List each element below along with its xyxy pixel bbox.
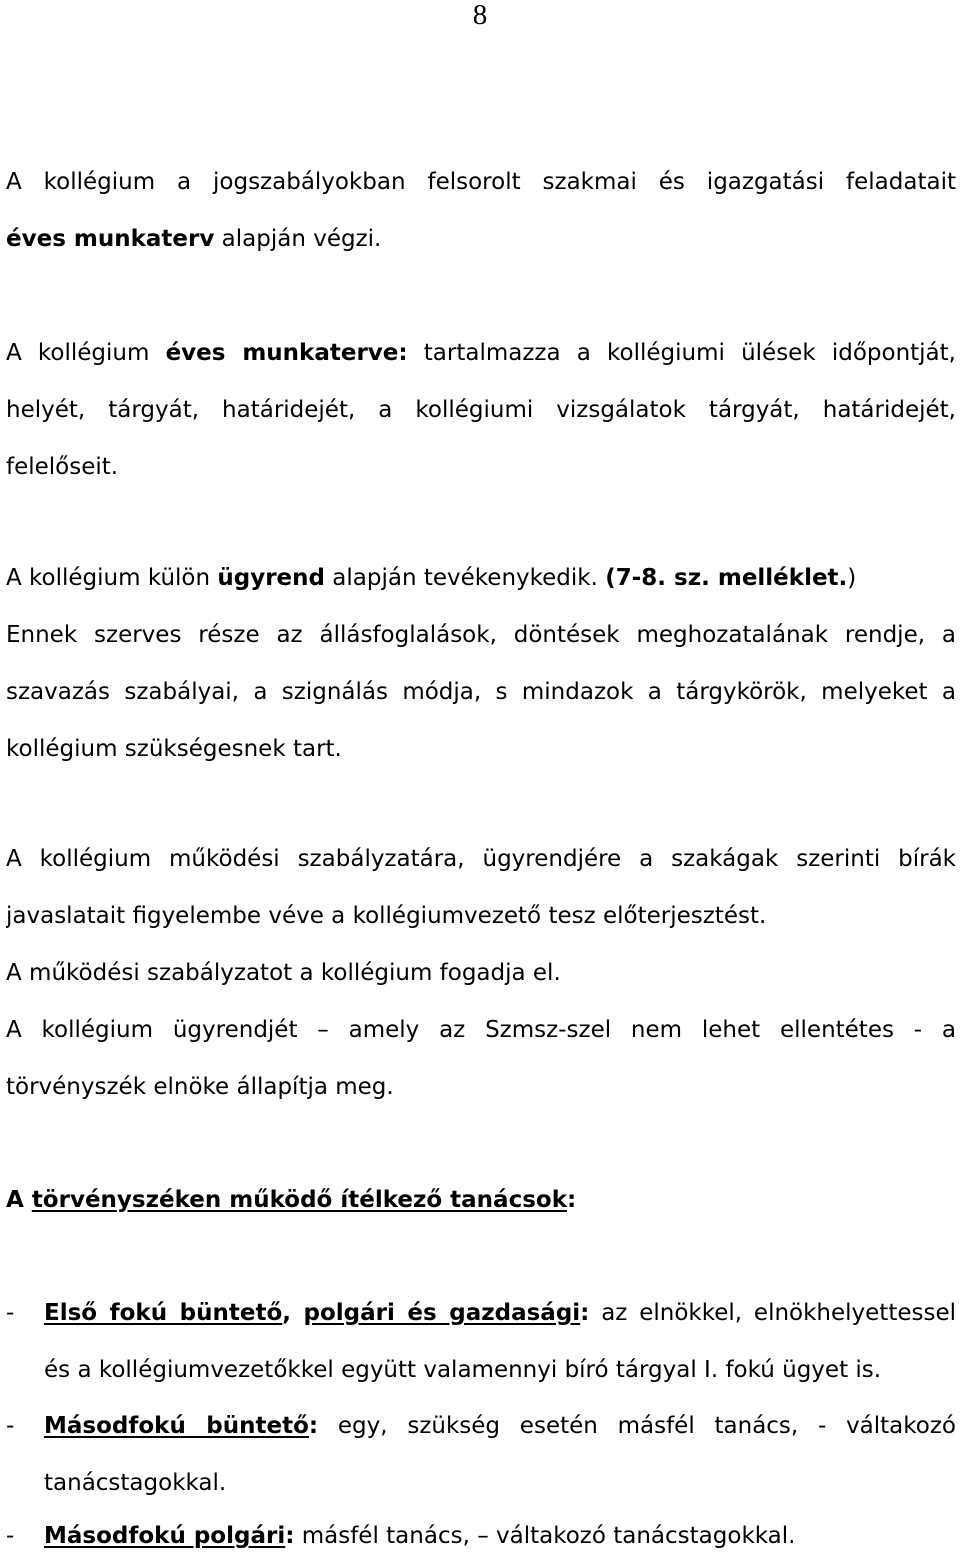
list-line [44,1508,956,1565]
paragraph-line [6,211,956,268]
list-item-body [44,1508,956,1565]
paragraph-text: tartalmazza a kollégiumi ülések időpontját, [407,340,956,366]
bold-term: , [282,1300,304,1326]
page-number: 8 [472,0,488,31]
bold-term: Másodfokú büntető [44,1413,309,1439]
bold-term: éves munkaterv [6,226,215,252]
list-text: egy, szükség esetén másfél tanács, - váltakozó [318,1413,956,1439]
paragraph-line: Ennek szerves része az állásfoglalások, döntések meghozatalának rendje, a [6,622,956,648]
paragraph-line: A működési szabályzatot a kollégium fogadja el. [6,960,561,986]
bold-term: : [580,1300,590,1326]
dash-bullet: - [6,1300,15,1326]
paragraph-plan-contents [6,325,956,496]
heading-text: A [6,1187,32,1213]
list-item-body [44,1285,956,1399]
heading-line [6,1172,956,1229]
paragraph-line: szavazás szabályai, a szignálás módja, s mindazok a tárgykörök, melyeket a [6,679,956,705]
dash-bullet: - [6,1413,15,1439]
bold-term: éves munkaterve: [165,340,408,366]
paragraph-text: alapján végzi. [214,226,382,252]
paragraph-line: A kollégium ügyrendjét – amely az Szmsz-szel nem lehet ellentétes - a [6,1017,956,1043]
list-line [44,1285,956,1342]
list-text: másfél tanács, – váltakozó tanácstagokkal. [294,1523,796,1549]
paragraph-line: helyét, tárgyát, határidejét, a kollégiumi vizsgálatok tárgyát, határidejét, [6,397,956,423]
paragraph-line: A kollégium működési szabályzatára, ügyrendjére a szakágak szerinti bírák [6,846,956,872]
paragraph-annual-plan [6,154,956,268]
paragraph-text: A kollégium [6,340,166,366]
paragraph-line: javaslatait figyelembe véve a kollégiumvezető tesz előterjesztést. [6,903,767,929]
paragraph-text: A kollégium külön [6,565,218,591]
bold-term: ügyrend [217,565,325,591]
paragraph-line [6,325,956,382]
dash-bullet: - [6,1523,15,1549]
heading-text-underlined: törvényszéken működő ítélkező tanácsok [31,1187,568,1213]
list-line: és a kollégiumvezetőkkel együtt valamennyi bíró tárgyal I. fokú ügyet is. [44,1357,882,1383]
paragraph-regulations [6,830,956,1116]
heading-text: : [567,1187,577,1213]
list-line: tanácstagokkal. [44,1470,227,1496]
paragraph-text: ) [847,565,857,591]
annex-reference: (7-8. sz. melléklet. [605,565,848,591]
bold-term: : [308,1413,319,1439]
bold-term: Másodfokú polgári [44,1523,286,1549]
list-text: az elnökkel, elnökhelyettessel [589,1300,956,1326]
bold-term: Első fokú büntető [44,1300,283,1326]
paragraph-line: A kollégium a jogszabályokban felsorolt szakmai és igazgatási feladatait [6,169,956,195]
paragraph-line: törvényszék elnöke állapítja meg. [6,1074,394,1100]
bold-term: polgári és gazdasági [303,1300,581,1326]
paragraph-line [6,550,956,607]
list-item-body [44,1398,956,1512]
paragraph-text: alapján tevékenykedik. [325,565,606,591]
section-heading [6,1172,956,1229]
paragraph-procedure [6,550,956,778]
paragraph-line: kollégium szükségesnek tart. [6,736,342,762]
bold-term: : [285,1523,295,1549]
paragraph-line: felelőseit. [6,454,119,480]
list-line [44,1398,956,1455]
